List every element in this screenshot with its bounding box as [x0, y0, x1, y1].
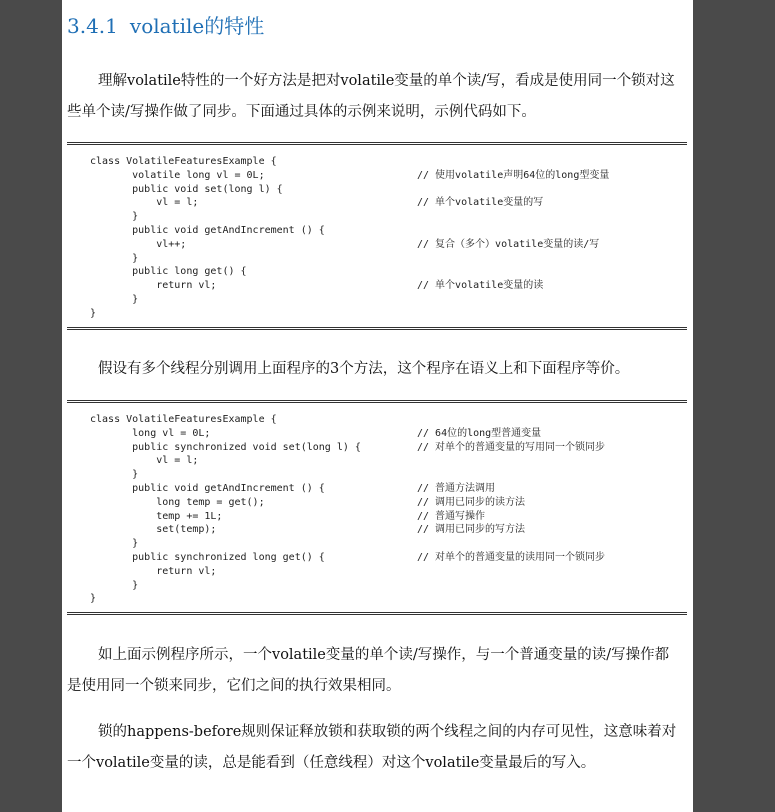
- code-comment: // 调用已同步的读方法: [417, 496, 526, 508]
- code-text: public void set(long l) {: [90, 183, 283, 195]
- code-text: long temp = get();: [90, 496, 265, 508]
- code-text: set(temp);: [90, 524, 217, 536]
- code-comment: // 64位的long型普通变量: [417, 427, 542, 439]
- code-line: [90, 592, 687, 606]
- code-text: }: [90, 593, 97, 605]
- code-line: [90, 224, 687, 238]
- code-line: [90, 413, 687, 427]
- code-text: long vl = 0L;: [90, 427, 211, 439]
- code-text: temp += 1L;: [90, 510, 223, 522]
- code-line: [90, 523, 687, 537]
- code-line: [90, 307, 687, 321]
- code-listing: [67, 403, 687, 612]
- code-block-synchronized: [67, 400, 687, 615]
- code-line: [90, 169, 687, 183]
- paragraph-line: 一个volatile变量的读，总是能看到（任意线程）对这个volatile变量最后的写入。: [67, 755, 596, 771]
- paragraph-conclusion: [67, 640, 687, 702]
- paragraph-equivalence: [67, 354, 687, 385]
- code-text: }: [90, 579, 139, 591]
- code-line: [90, 265, 687, 279]
- code-line: [90, 441, 687, 455]
- code-comment: // 使用volatile声明64位的long型变量: [417, 169, 610, 181]
- code-text: public void getAndIncrement () {: [90, 224, 325, 236]
- paragraph-line: 假设有多个线程分别调用上面程序的3个方法，这个程序在语义上和下面程序等价。: [98, 361, 630, 377]
- code-text: vl++;: [90, 238, 187, 250]
- code-line: [90, 551, 687, 565]
- paragraph-happens-before: [67, 717, 687, 779]
- code-line: [90, 238, 687, 252]
- code-comment: // 复合（多个）volatile变量的读/写: [417, 238, 600, 250]
- paragraph-intro: [67, 66, 687, 128]
- code-comment: // 单个volatile变量的读: [417, 280, 544, 292]
- code-text: }: [90, 307, 97, 319]
- code-text: class VolatileFeaturesExample {: [90, 414, 277, 425]
- code-text: }: [90, 293, 139, 305]
- paragraph-line: 是使用同一个锁来同步，它们之间的执行效果相同。: [67, 678, 401, 694]
- code-block-volatile: [67, 142, 687, 330]
- code-line: [90, 196, 687, 210]
- code-line: [90, 565, 687, 579]
- paragraph-line: 些单个读/写操作做了同步。下面通过具体的示例来说明，示例代码如下。: [67, 104, 536, 120]
- paragraph-line: 理解volatile特性的一个好方法是把对volatile变量的单个读/写，看成是使用同一个锁对这: [98, 73, 675, 89]
- section-number: 3.4.1: [67, 14, 118, 38]
- code-line: [90, 252, 687, 266]
- code-line: [90, 579, 687, 593]
- code-text: vl = l;: [90, 455, 199, 467]
- document-page: [62, 0, 693, 812]
- code-line: [90, 293, 687, 307]
- code-line: [90, 183, 687, 197]
- code-text: }: [90, 211, 139, 223]
- code-text: public long get() {: [90, 266, 247, 278]
- code-text: volatile long vl = 0L;: [90, 169, 265, 181]
- code-text: public synchronized void set(long l) {: [90, 441, 361, 453]
- code-text: }: [90, 469, 139, 481]
- code-line: [90, 279, 687, 293]
- code-text: public void getAndIncrement () {: [90, 482, 325, 494]
- code-comment: // 调用已同步的写方法: [417, 524, 526, 536]
- code-text: return vl;: [90, 280, 217, 292]
- code-text: }: [90, 252, 139, 264]
- code-line: [90, 482, 687, 496]
- section-heading: [67, 10, 264, 39]
- paragraph-line: 锁的happens-before规则保证释放锁和获取锁的两个线程之间的内存可见性，这意味着对: [98, 724, 677, 740]
- code-text: vl = l;: [90, 197, 199, 209]
- code-comment: // 普通方法调用: [417, 482, 496, 494]
- code-text: }: [90, 538, 139, 550]
- code-comment: // 普通写操作: [417, 510, 486, 522]
- code-line: [90, 537, 687, 551]
- code-line: [90, 510, 687, 524]
- code-listing: [67, 145, 687, 327]
- code-line: [90, 454, 687, 468]
- code-text: public synchronized long get() {: [90, 551, 325, 563]
- code-comment: // 对单个的普通变量的写用同一个锁同步: [417, 441, 606, 453]
- code-line: [90, 468, 687, 482]
- code-text: return vl;: [90, 565, 217, 577]
- paragraph-line: 如上面示例程序所示，一个volatile变量的单个读/写操作，与一个普通变量的读/写操作都: [98, 647, 670, 663]
- code-line: [90, 210, 687, 224]
- code-comment: // 对单个的普通变量的读用同一个锁同步: [417, 551, 606, 563]
- code-line: [90, 496, 687, 510]
- code-comment: // 单个volatile变量的写: [417, 197, 544, 209]
- section-title: volatile的特性: [129, 14, 265, 38]
- code-text: class VolatileFeaturesExample {: [90, 156, 277, 167]
- code-line: [90, 427, 687, 441]
- code-line: [90, 155, 687, 169]
